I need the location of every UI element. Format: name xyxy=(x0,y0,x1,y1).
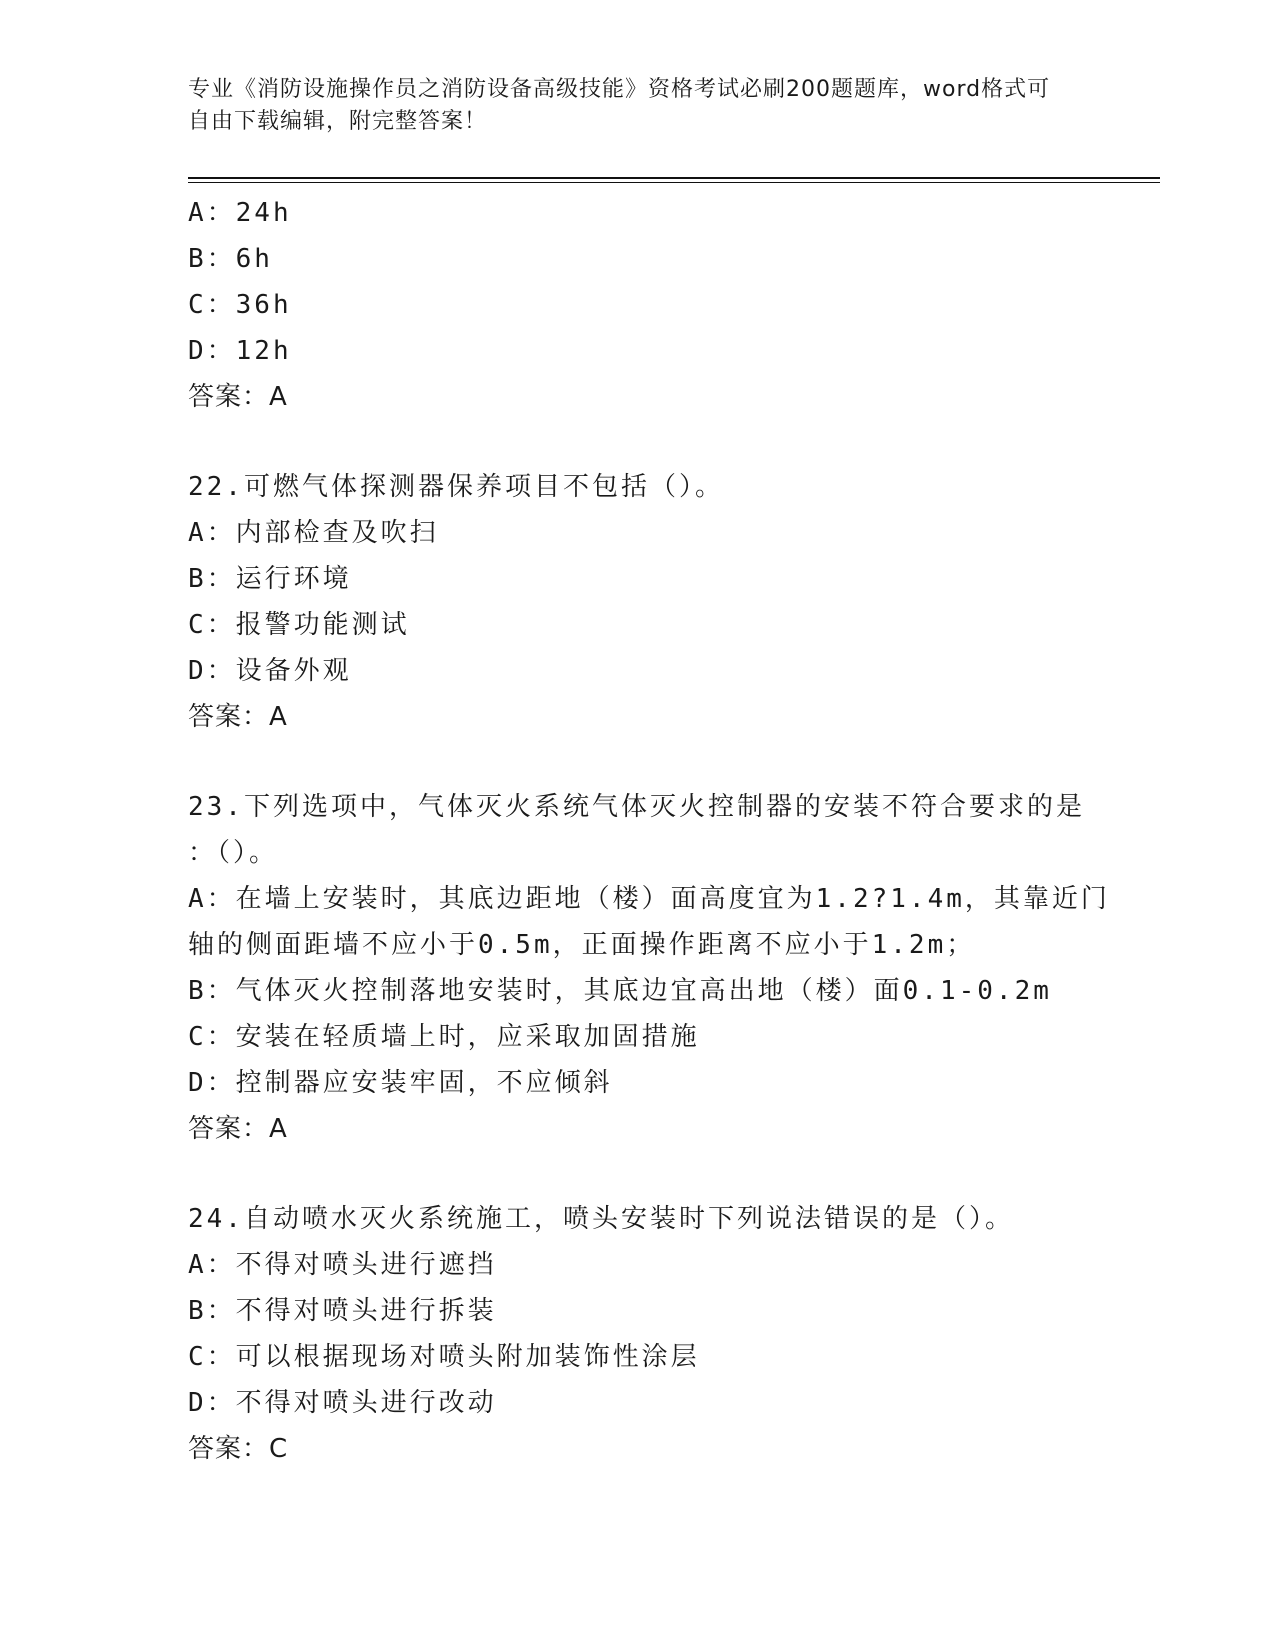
option-d: D：12h xyxy=(188,336,292,366)
option-a-line-2: 轴的侧面距墙不应小于0.5m，正面操作距离不应小于1.2m； xyxy=(188,930,976,960)
question-list xyxy=(188,190,1110,1472)
question-21 xyxy=(188,190,1088,420)
spacer xyxy=(188,740,1088,784)
option-d: D：不得对喷头进行改动 xyxy=(188,1388,497,1418)
option-b: B：6h xyxy=(188,244,273,274)
option-a: A：不得对喷头进行遮挡 xyxy=(188,1250,497,1280)
question-stem-line-1: 23.下列选项中，气体灭火系统气体灭火控制器的安装不符合要求的是 xyxy=(188,792,1085,822)
option-b: B：不得对喷头进行拆装 xyxy=(188,1296,497,1326)
header-divider-thick xyxy=(188,177,1160,179)
option-d: D：设备外观 xyxy=(188,656,352,686)
option-b: B：气体灭火控制落地安装时，其底边宜高出地（楼）面0.1-0.2m xyxy=(188,976,1052,1006)
question-23 xyxy=(188,784,1110,1152)
option-d: D：控制器应安装牢固，不应倾斜 xyxy=(188,1068,613,1098)
header-divider-thin xyxy=(188,182,1160,183)
option-c: C：可以根据现场对喷头附加装饰性涂层 xyxy=(188,1342,700,1372)
option-b: B：运行环境 xyxy=(188,564,352,594)
option-a: A：内部检查及吹扫 xyxy=(188,518,439,548)
option-c: C：安装在轻质墙上时，应采取加固措施 xyxy=(188,1022,700,1052)
question-24 xyxy=(188,1196,1088,1472)
option-c: C：36h xyxy=(188,290,292,320)
answer-line: 答案：A xyxy=(188,1114,288,1144)
question-stem-line-2: ：（）。 xyxy=(188,838,279,868)
question-stem: 22.可燃气体探测器保养项目不包括（）。 xyxy=(188,472,724,502)
option-a-line-1: A：在墙上安装时，其底边距地（楼）面高度宜为1.2?1.4m，其靠近门 xyxy=(188,884,1110,914)
spacer xyxy=(188,420,1088,464)
answer-line: 答案：A xyxy=(188,702,288,732)
document-header-title: 专业《消防设施操作员之消防设备高级技能》资格考试必刷200题题库，word格式可自由下载编辑，附完整答案！ xyxy=(188,77,1051,134)
spacer xyxy=(188,1152,1088,1196)
option-c: C：报警功能测试 xyxy=(188,610,410,640)
answer-line: 答案：C xyxy=(188,1434,289,1464)
option-a: A：24h xyxy=(188,198,292,228)
question-22 xyxy=(188,464,1088,740)
question-stem: 24.自动喷水灭火系统施工，喷头安装时下列说法错误的是（）。 xyxy=(188,1204,1014,1234)
answer-line: 答案：A xyxy=(188,382,288,412)
